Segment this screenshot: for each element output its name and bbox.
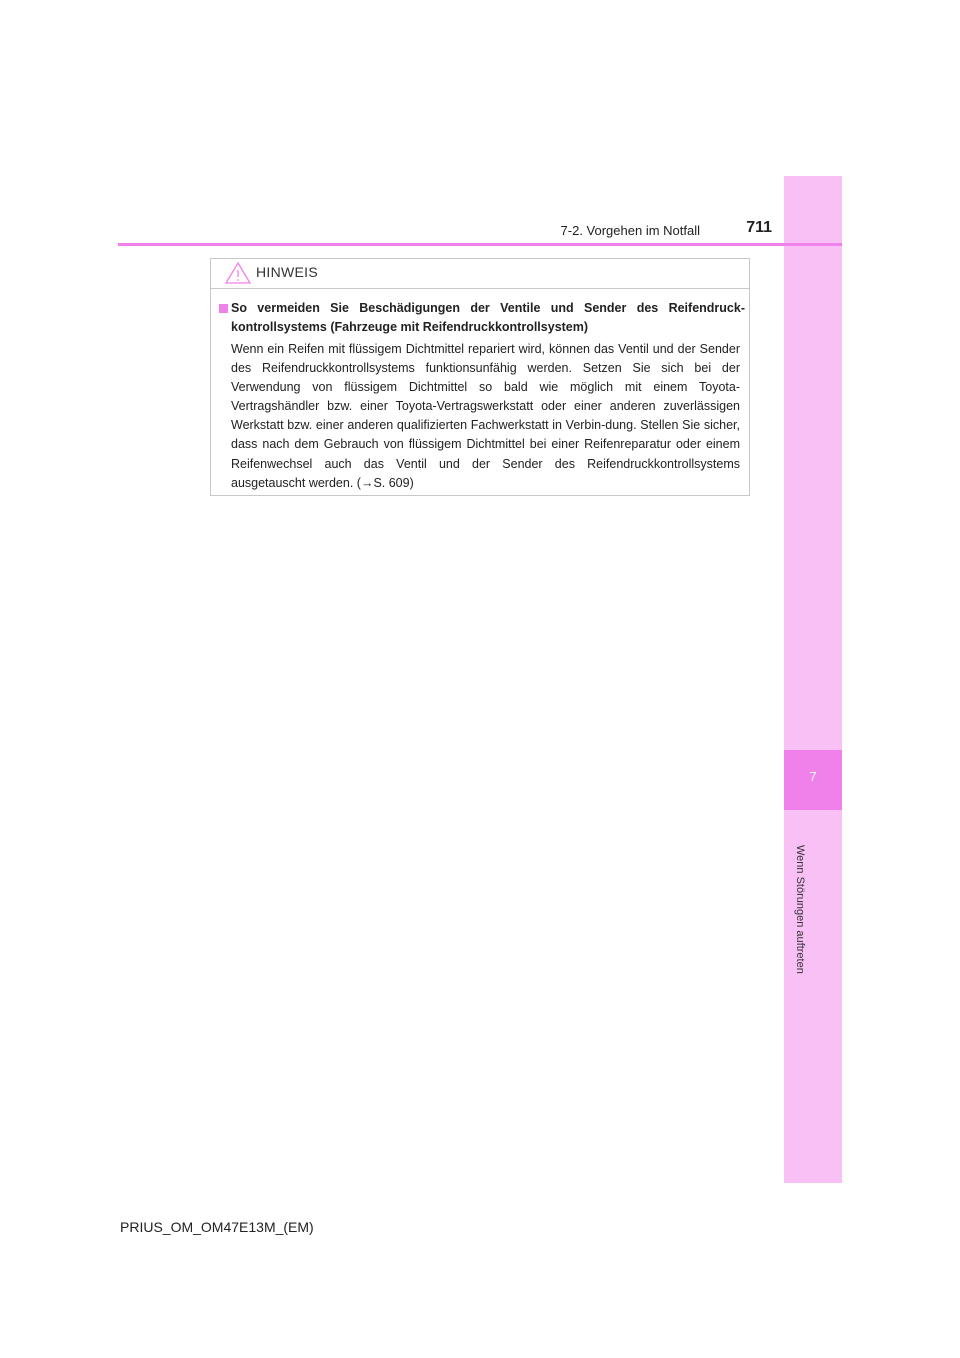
header-rule bbox=[118, 243, 842, 246]
chapter-side-strip bbox=[784, 176, 842, 1183]
section-title: 7-2. Vorgehen im Notfall bbox=[560, 223, 700, 238]
notice-title: HINWEIS bbox=[256, 264, 318, 280]
warning-triangle-icon bbox=[224, 261, 252, 285]
notice-header bbox=[211, 259, 749, 289]
notice-heading: So vermeiden Sie Beschädigungen der Ventile und Sender des Reifendruck-kontrollsystems (Fahrzeuge mit Reifendruckkontrollsystem) bbox=[231, 301, 745, 334]
notice-bullet-icon bbox=[219, 304, 228, 313]
chapter-number: 7 bbox=[809, 769, 817, 784]
notice-body: Wenn ein Reifen mit flüssigem Dichtmittel repariert wird, können das Ventil und der Sender des Reifendruckkontrollsystems funktionsunfähig werden. Setzen Sie sich bei der Verwendung von flüssigem Dichtmittel so bald wie möglich mit einem Toyota-Vertragshändler bzw. einer Toyota-Vertragswerkstatt oder einer anderen zuverlässigen Werkstatt bzw. einer anderen qualifizierten Fachwerkstatt in Verbin-dung. Stellen Sie sicher, dass nach dem Gebrauch von flüssigem Dichtmittel bei einer Reifenreparatur oder einem Reifenwechsel auch das Ventil und der Sender des Reifendruckkontrollsystems ausgetauscht werden. (→S. 609) bbox=[231, 342, 740, 490]
notice-box bbox=[210, 258, 750, 496]
footer-code: PRIUS_OM_OM47E13M_(EM) bbox=[120, 1219, 314, 1235]
chapter-title: Wenn Störungen auftreten bbox=[794, 845, 806, 974]
page-number: 711 bbox=[746, 219, 772, 236]
